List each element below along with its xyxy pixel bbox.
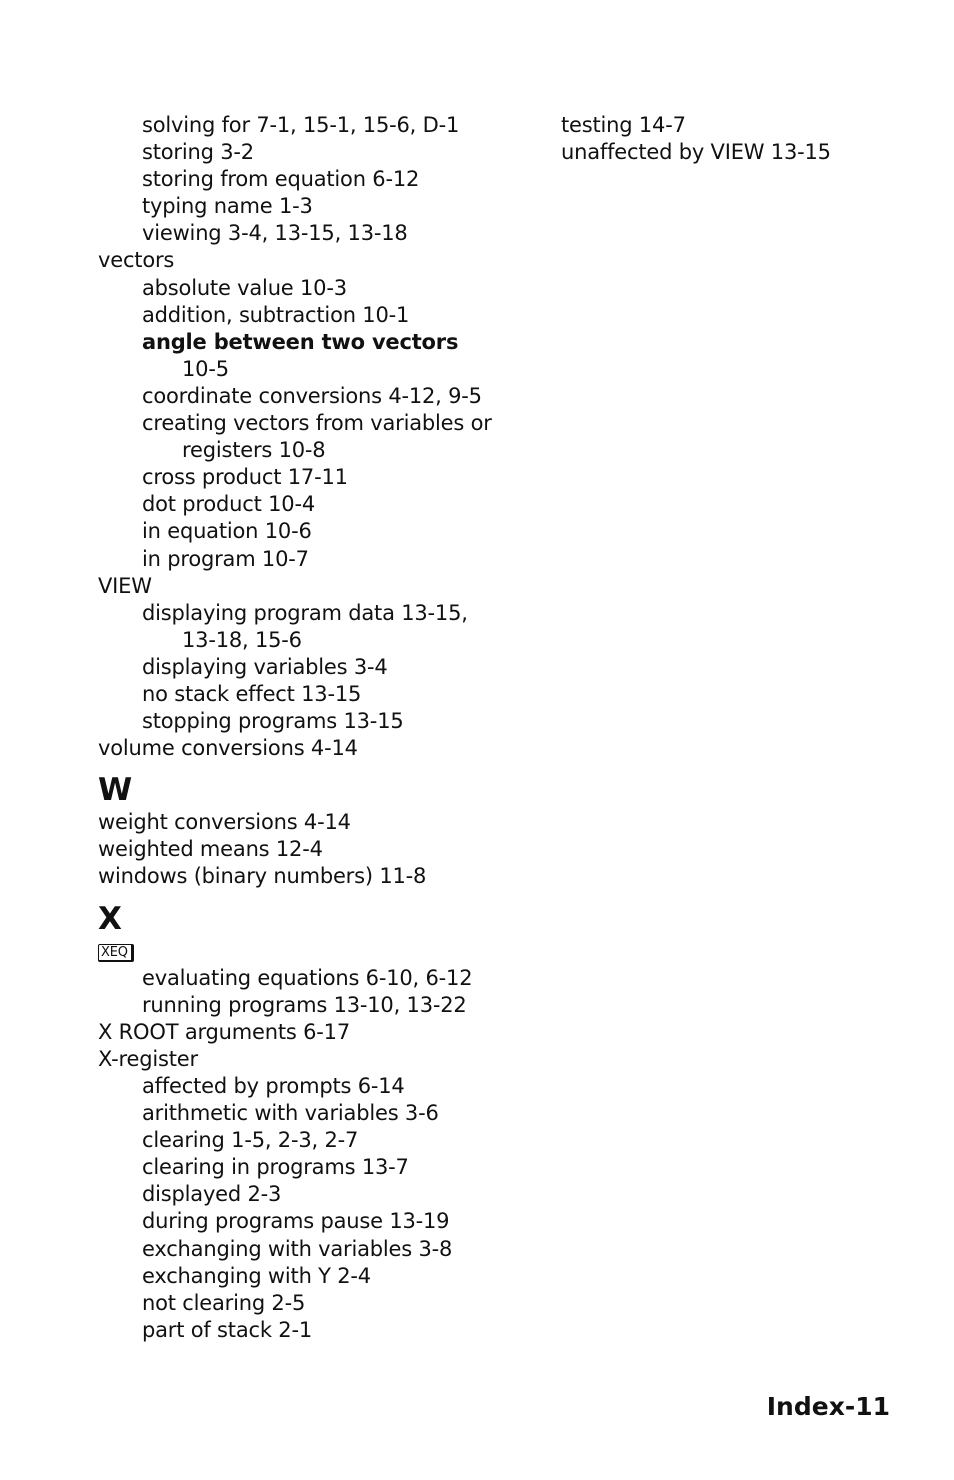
page-number: Index-11 bbox=[766, 1392, 890, 1421]
index-subentry: testing 14-7 bbox=[561, 113, 686, 137]
index-subentry: clearing in programs 13-7 bbox=[142, 1155, 409, 1180]
index-subentry-continuation: 10-5 bbox=[182, 356, 229, 381]
section-letter-x: X bbox=[98, 900, 122, 937]
index-subentry: evaluating equations 6-10, 6-12 bbox=[142, 965, 473, 990]
index-subentry: in program 10-7 bbox=[142, 546, 309, 571]
index-entry-xeq bbox=[98, 938, 518, 965]
index-subentry: viewing 3-4, 13-15, 13-18 bbox=[142, 221, 408, 246]
index-entry-xregister: X-register bbox=[98, 1046, 198, 1071]
index-subentry: displayed 2-3 bbox=[142, 1182, 282, 1207]
index-subentry: during programs pause 13-19 bbox=[142, 1209, 450, 1234]
index-column-left bbox=[98, 112, 518, 1344]
index-subentry: creating vectors from variables or bbox=[142, 411, 492, 436]
index-subentry-continuation: registers 10-8 bbox=[182, 438, 326, 463]
index-subentry: not clearing 2-5 bbox=[142, 1290, 306, 1315]
index-entry: windows (binary numbers) 11-8 bbox=[98, 864, 427, 889]
index-subentry: storing 3-2 bbox=[142, 140, 254, 165]
index-entry-xroot: X ROOT arguments 6-17 bbox=[98, 1019, 350, 1044]
index-subentry: arithmetic with variables 3-6 bbox=[142, 1101, 439, 1126]
index-subentry: clearing 1-5, 2-3, 2-7 bbox=[142, 1128, 359, 1153]
index-subentry: exchanging with Y 2-4 bbox=[142, 1263, 371, 1288]
index-subentry: dot product 10-4 bbox=[142, 492, 315, 517]
section-letter-w: W bbox=[98, 772, 133, 809]
index-subentry: displaying variables 3-4 bbox=[142, 654, 388, 679]
index-entry-vectors: vectors bbox=[98, 248, 175, 273]
index-subentry: absolute value 10-3 bbox=[142, 275, 347, 300]
index-subentry: displaying program data 13-15, bbox=[142, 600, 468, 625]
index-entry-volume: volume conversions 4-14 bbox=[98, 736, 358, 761]
index-subentry: solving for 7-1, 15-1, 15-6, D-1 bbox=[142, 113, 460, 137]
index-entry: weight conversions 4-14 bbox=[98, 810, 351, 835]
xeq-key-icon: XEQ bbox=[98, 944, 134, 962]
index-subentry: coordinate conversions 4-12, 9-5 bbox=[142, 383, 482, 408]
index-subentry: cross product 17-11 bbox=[142, 465, 348, 490]
index-subentry: running programs 13-10, 13-22 bbox=[142, 992, 467, 1017]
index-subentry: unaffected by VIEW 13-15 bbox=[561, 140, 831, 165]
index-subentry: exchanging with variables 3-8 bbox=[142, 1236, 453, 1261]
index-entry: weighted means 12-4 bbox=[98, 837, 323, 862]
index-subentry: typing name 1-3 bbox=[142, 194, 313, 219]
index-entry-view: VIEW bbox=[98, 573, 152, 598]
index-subentry: in equation 10-6 bbox=[142, 519, 312, 544]
index-subentry: affected by prompts 6-14 bbox=[142, 1074, 405, 1098]
index-subentry: storing from equation 6-12 bbox=[142, 167, 420, 192]
index-subentry-continuation: 13-18, 15-6 bbox=[182, 627, 302, 652]
index-subentry: stopping programs 13-15 bbox=[142, 709, 404, 734]
index-subentry: no stack effect 13-15 bbox=[142, 681, 362, 706]
index-subentry: addition, subtraction 10-1 bbox=[142, 302, 410, 327]
index-column-right bbox=[561, 112, 891, 166]
index-subentry-bold: angle between two vectors bbox=[142, 329, 459, 354]
index-subentry: part of stack 2-1 bbox=[142, 1317, 312, 1342]
